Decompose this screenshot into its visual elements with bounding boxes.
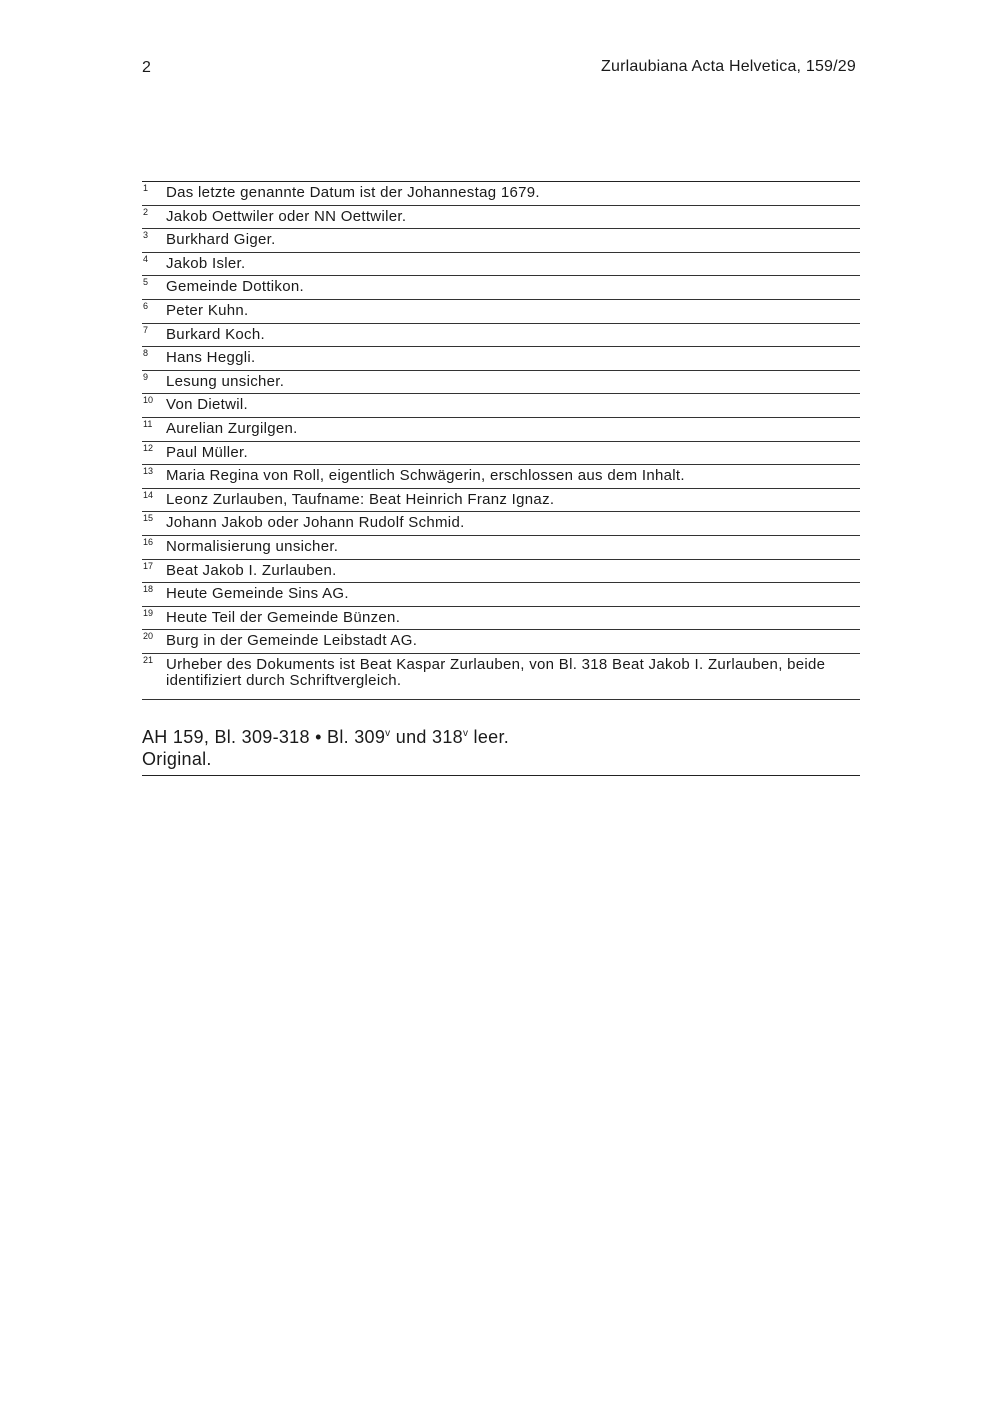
footnote-item — [142, 465, 860, 489]
footnote-number: 9 — [143, 371, 149, 382]
footnote-item — [142, 206, 860, 230]
footnote-item — [142, 229, 860, 253]
footnote-item — [142, 654, 860, 700]
source-ref-text: und 318 — [390, 727, 463, 747]
footnote-item — [142, 536, 860, 560]
verso-mark: v — [385, 728, 391, 739]
footnote-text: Paul Müller. — [166, 443, 248, 461]
footnote-text: Lesung unsicher. — [166, 372, 285, 390]
footnote-item — [142, 276, 860, 300]
footnote-number: 3 — [143, 230, 149, 241]
footnote-item — [142, 324, 860, 348]
footnote-text: Jakob Oettwiler oder NN Oettwiler. — [166, 207, 407, 225]
footnote-item — [142, 583, 860, 607]
source-ref-text: leer. — [468, 727, 510, 747]
footnote-number: 18 — [143, 584, 154, 595]
footnote-number: 20 — [143, 631, 154, 642]
footnote-number: 1 — [143, 183, 149, 193]
footnote-number: 15 — [143, 513, 154, 524]
footnote-text: Jakob Isler. — [166, 254, 246, 272]
footnote-text: Leonz Zurlauben, Taufname: Beat Heinrich Franz Ignaz. — [166, 490, 555, 508]
footnote-number: 5 — [143, 277, 149, 288]
source-reference — [142, 726, 860, 748]
footnote-item — [142, 418, 860, 442]
footnote-text: Aurelian Zurgilgen. — [166, 419, 298, 437]
footnote-text: Beat Jakob I. Zurlauben. — [166, 561, 337, 579]
footnote-text: Normalisierung unsicher. — [166, 537, 339, 555]
footnote-number: 7 — [143, 324, 149, 335]
footnote-item — [142, 489, 860, 513]
page-number: 2 — [142, 59, 151, 76]
footnote-number: 19 — [143, 607, 154, 618]
footnote-item — [142, 253, 860, 277]
footnote-text: Urheber des Dokuments ist Beat Kaspar Zurlauben, von Bl. 318 Beat Jakob I. Zurlauben, beide identifiziert durch Schriftvergleich. — [166, 655, 826, 689]
footnote-number: 2 — [143, 206, 149, 217]
footnote-item — [142, 371, 860, 395]
footnote-item — [142, 300, 860, 324]
footnote-number: 14 — [143, 489, 154, 500]
footnote-number: 11 — [143, 418, 153, 429]
footnote-number: 13 — [143, 466, 154, 477]
source-type: Original. — [142, 749, 212, 769]
footnote-text: Gemeinde Dottikon. — [166, 278, 304, 296]
footnote-item — [142, 512, 860, 536]
footnote-number: 10 — [143, 395, 154, 406]
footnote-text: Von Dietwil. — [166, 396, 248, 414]
footnote-text: Heute Gemeinde Sins AG. — [166, 585, 349, 603]
source-ref-text: AH 159, Bl. 309-318 • Bl. 309 — [142, 727, 386, 747]
footnote-text: Burkhard Giger. — [166, 231, 276, 249]
footnote-text: Maria Regina von Roll, eigentlich Schwägerin, erschlossen aus dem Inhalt. — [166, 467, 685, 485]
footnote-list — [142, 181, 860, 700]
footnote-item — [142, 607, 860, 631]
source-block — [142, 722, 860, 776]
footnote-text: Hans Heggli. — [166, 349, 256, 367]
footnote-text: Burkard Koch. — [166, 325, 265, 343]
footnote-number: 8 — [143, 348, 149, 359]
footnote-number: 17 — [143, 560, 154, 571]
footnote-number: 21 — [143, 654, 154, 665]
footnote-item — [142, 347, 860, 371]
footnote-text: Heute Teil der Gemeinde Bünzen. — [166, 608, 401, 626]
footnote-text: Johann Jakob oder Johann Rudolf Schmid. — [166, 514, 465, 532]
footnote-item — [142, 182, 860, 206]
footnote-item — [142, 630, 860, 654]
running-title: Zurlaubiana Acta Helvetica, 159/29 — [601, 58, 856, 75]
footnote-item — [142, 442, 860, 466]
footnote-text: Das letzte genannte Datum ist der Johannestag 1679. — [166, 184, 540, 201]
footnote-item — [142, 394, 860, 418]
footnote-number: 6 — [143, 300, 149, 311]
footnote-number: 16 — [143, 536, 154, 547]
footnote-item — [142, 560, 860, 584]
footnote-number: 12 — [143, 442, 154, 453]
verso-mark: v — [462, 728, 469, 739]
footnote-number: 4 — [143, 253, 149, 264]
footnote-text: Peter Kuhn. — [166, 301, 249, 319]
footnote-text: Burg in der Gemeinde Leibstadt AG. — [166, 632, 418, 650]
